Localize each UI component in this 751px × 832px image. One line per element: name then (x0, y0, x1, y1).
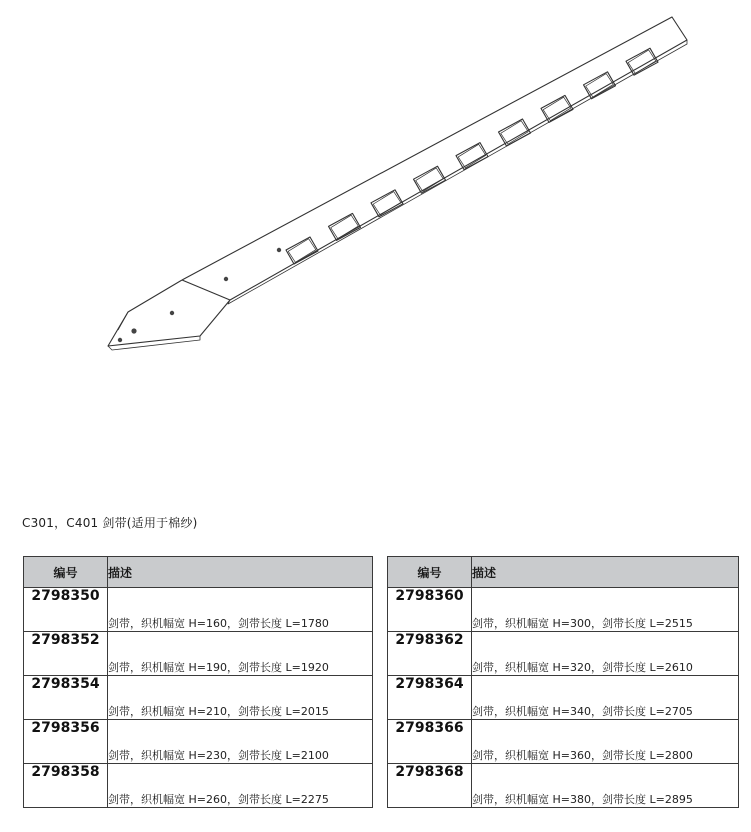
table-header-row (388, 557, 739, 588)
tape-slot-inner-edge (373, 192, 401, 215)
table-row (388, 764, 739, 808)
column-header-description: 描述 (108, 557, 373, 588)
part-number: 2798364 (388, 676, 472, 720)
part-number: 2798352 (24, 632, 108, 676)
parts-table-left (23, 556, 373, 808)
part-number: 2798360 (388, 588, 472, 632)
table-row (24, 764, 373, 808)
column-header-code: 编号 (24, 557, 108, 588)
table-row (24, 588, 373, 632)
part-number: 2798356 (24, 720, 108, 764)
part-description: 剑带，织机幅宽 H=380，剑带长度 L=2895 (472, 764, 739, 808)
tape-slot (584, 72, 616, 99)
tape-slot (626, 48, 658, 75)
column-header-code: 编号 (388, 557, 472, 588)
table-row (388, 676, 739, 720)
tape-slot (286, 237, 318, 264)
part-description: 剑带，织机幅宽 H=340，剑带长度 L=2705 (472, 676, 739, 720)
table-row (388, 632, 739, 676)
part-description: 剑带，织机幅宽 H=190，剑带长度 L=1920 (108, 632, 373, 676)
column-header-description: 描述 (472, 557, 739, 588)
table-row (24, 720, 373, 764)
table-row (24, 676, 373, 720)
part-description: 剑带，织机幅宽 H=160，剑带长度 L=1780 (108, 588, 373, 632)
parts-table-right (387, 556, 739, 808)
tape-slot (499, 119, 531, 146)
part-description: 剑带，织机幅宽 H=210，剑带长度 L=2015 (108, 676, 373, 720)
part-description: 剑带，织机幅宽 H=230，剑带长度 L=2100 (108, 720, 373, 764)
section-caption: C301，C401 剑带(适用于棉纱) (22, 516, 198, 530)
part-number: 2798358 (24, 764, 108, 808)
tape-slot (371, 190, 403, 217)
table-row (24, 632, 373, 676)
table-row (388, 588, 739, 632)
part-number: 2798368 (388, 764, 472, 808)
part-description: 剑带，织机幅宽 H=300，剑带长度 L=2515 (472, 588, 739, 632)
tape-slot-inner-edge (458, 144, 486, 167)
table-header-row (24, 557, 373, 588)
part-description: 剑带，织机幅宽 H=360，剑带长度 L=2800 (472, 720, 739, 764)
table-row (388, 720, 739, 764)
part-number: 2798362 (388, 632, 472, 676)
tape-slot (541, 95, 573, 122)
tape-slot (329, 213, 361, 240)
part-number: 2798354 (24, 676, 108, 720)
part-number: 2798366 (388, 720, 472, 764)
part-description: 剑带，织机幅宽 H=320，剑带长度 L=2610 (472, 632, 739, 676)
tape-slot-inner-edge (416, 168, 444, 191)
part-description: 剑带，织机幅宽 H=260，剑带长度 L=2275 (108, 764, 373, 808)
part-number: 2798350 (24, 588, 108, 632)
